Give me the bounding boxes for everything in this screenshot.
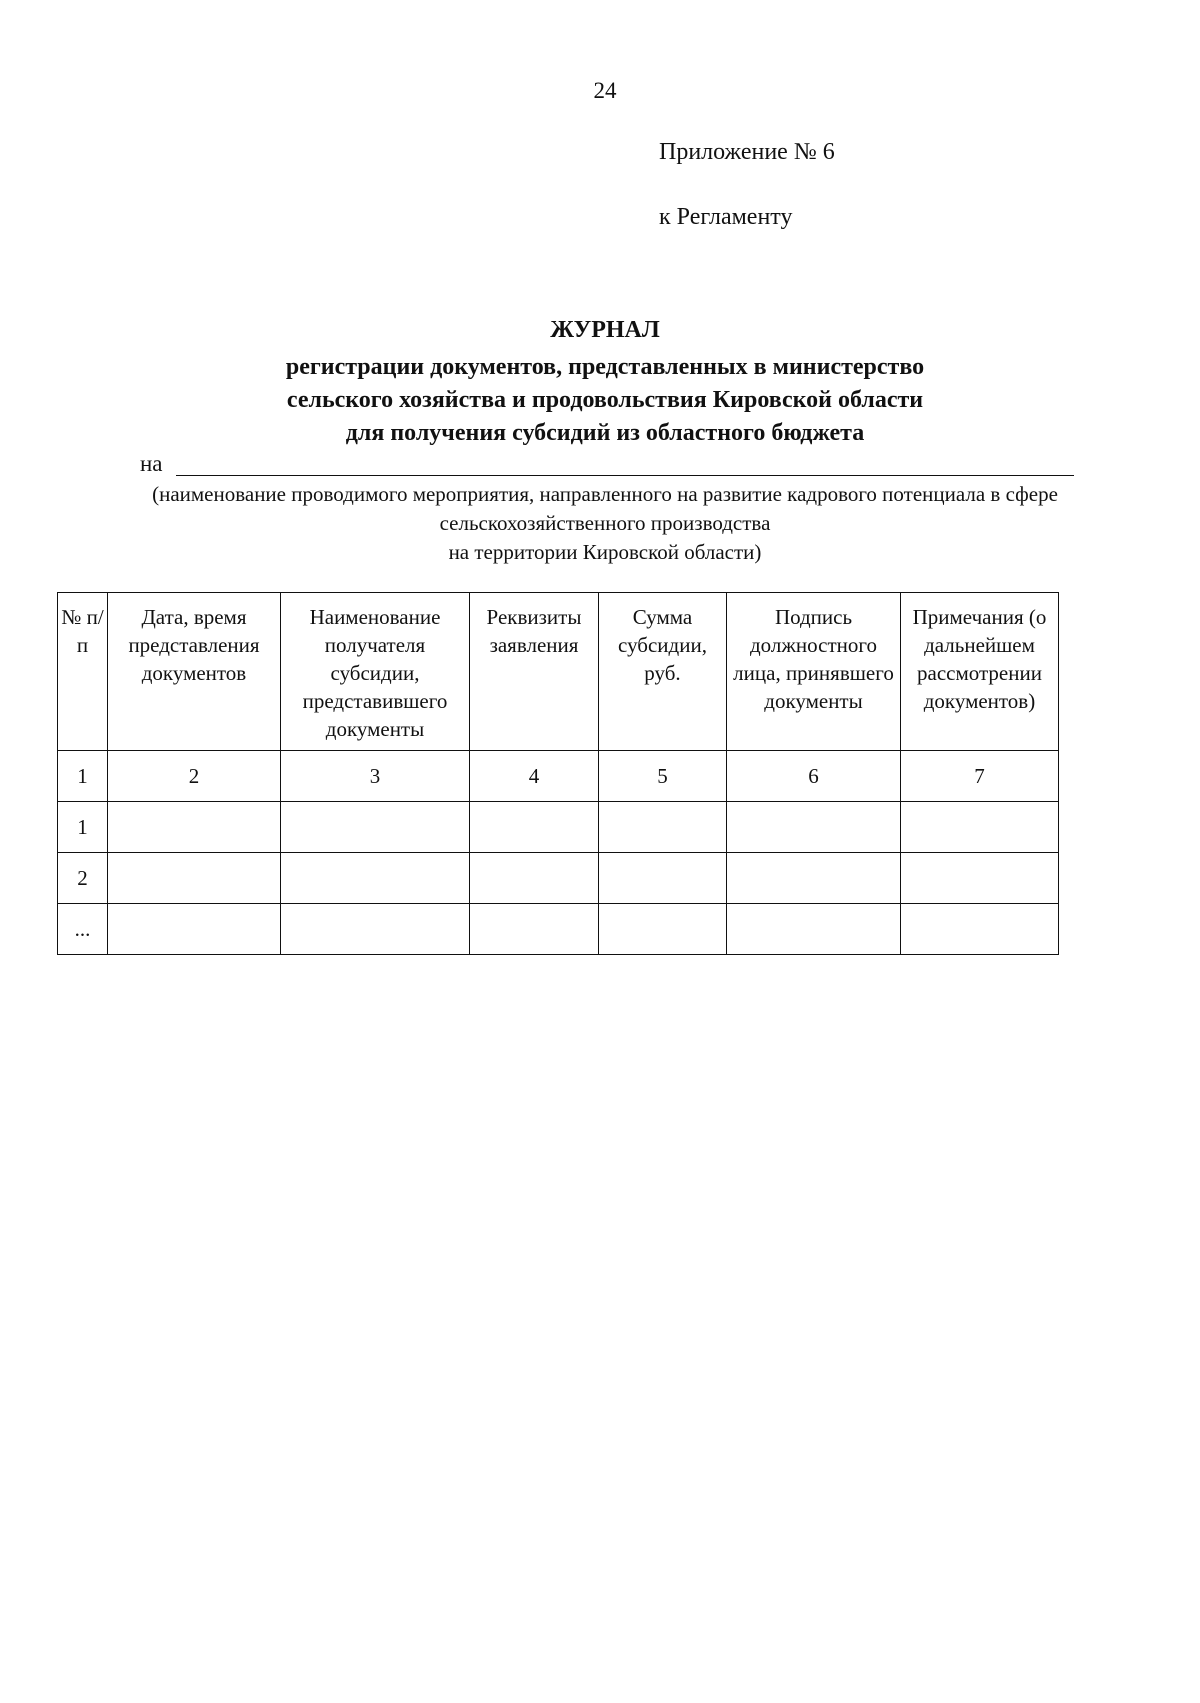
empty-cell — [599, 853, 727, 904]
row-number: 1 — [58, 802, 108, 853]
subtitle-line: сельского хозяйства и продовольствия Кировской области — [286, 387, 924, 413]
column-number: 5 — [599, 751, 727, 802]
document-subtitle — [0, 351, 1200, 450]
empty-cell — [470, 802, 599, 853]
header-cell-notes: Примечания (о дальнейшем рассмотрении документов) — [901, 593, 1059, 751]
caption-line: сельскохозяйственного производства — [439, 511, 771, 535]
header-cell-signature: Подпись должностного лица, принявшего документы — [727, 593, 901, 751]
table-header-row — [58, 593, 1059, 751]
event-name-blank-line — [176, 475, 1074, 476]
column-number: 1 — [58, 751, 108, 802]
column-number: 7 — [901, 751, 1059, 802]
page-number: 24 — [593, 78, 617, 103]
table-row — [58, 853, 1059, 904]
column-number: 3 — [281, 751, 470, 802]
na-label: на — [140, 451, 163, 476]
empty-cell — [599, 904, 727, 955]
empty-cell — [281, 904, 470, 955]
empty-cell — [470, 904, 599, 955]
header-cell-number: № п/п — [58, 593, 108, 751]
appendix-label: Приложение № 6 — [659, 139, 835, 165]
registration-journal-table — [57, 592, 1059, 955]
caption-line: на территории Кировской области) — [448, 540, 762, 564]
empty-cell — [599, 802, 727, 853]
row-number: 2 — [58, 853, 108, 904]
empty-cell — [901, 904, 1059, 955]
header-cell-date: Дата, время представления документов — [108, 593, 281, 751]
empty-cell — [901, 802, 1059, 853]
column-number-row — [58, 751, 1059, 802]
empty-cell — [470, 853, 599, 904]
empty-cell — [108, 802, 281, 853]
row-number: ... — [58, 904, 108, 955]
empty-cell — [281, 802, 470, 853]
table-row — [58, 904, 1059, 955]
column-number: 4 — [470, 751, 599, 802]
column-number: 6 — [727, 751, 901, 802]
column-number: 2 — [108, 751, 281, 802]
header-cell-requisites: Реквизиты заявления — [470, 593, 599, 751]
caption-line: (наименование проводимого мероприятия, направленного на развитие кадрового потенциала в сфере — [152, 482, 1058, 506]
empty-cell — [727, 853, 901, 904]
table-row — [58, 802, 1059, 853]
empty-cell — [108, 904, 281, 955]
subtitle-line: для получения субсидий из областного бюджета — [345, 420, 865, 446]
event-name-caption — [0, 480, 1200, 567]
empty-cell — [727, 904, 901, 955]
empty-cell — [108, 853, 281, 904]
regulation-label: к Регламенту — [659, 204, 793, 230]
subtitle-line: регистрации документов, представленных в министерство — [285, 354, 925, 380]
document-title: ЖУРНАЛ — [550, 317, 660, 343]
header-cell-amount: Сумма субсидии, руб. — [599, 593, 727, 751]
header-cell-recipient: Наименование получателя субсидии, представившего документы — [281, 593, 470, 751]
empty-cell — [727, 802, 901, 853]
empty-cell — [901, 853, 1059, 904]
empty-cell — [281, 853, 470, 904]
